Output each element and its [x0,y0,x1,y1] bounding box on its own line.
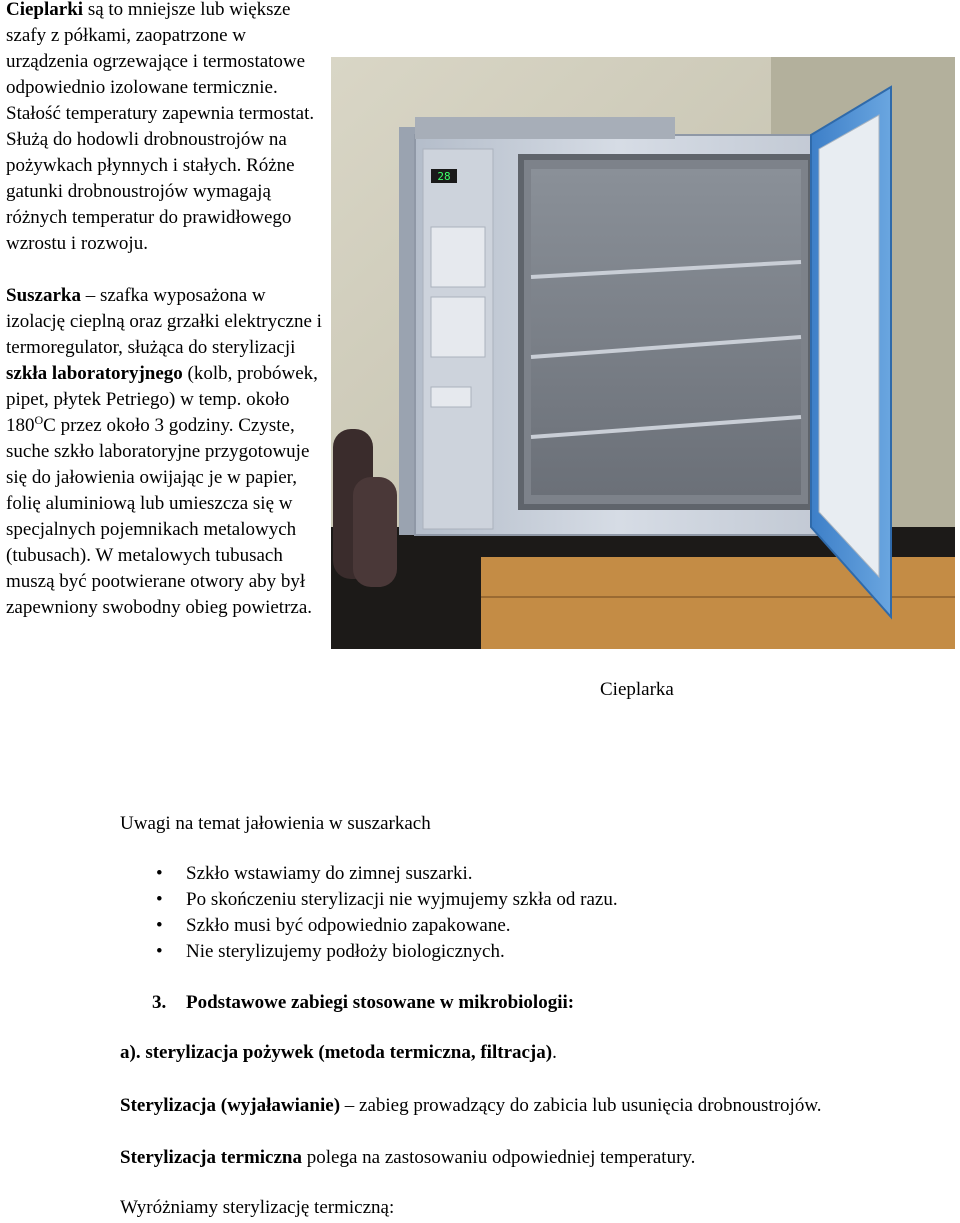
intro-column [6,0,328,621]
closing-line: Wyróżniamy sterylizację termiczną: [120,1197,395,1218]
definition-text: – zabieg prowadzący do zabicia lub usunięcia drobnoustrojów. [340,1095,822,1116]
cabinet-top [415,117,675,139]
degree-superscript: O [34,413,44,427]
suszarka-bold-glass: szkła laboratoryjnego [6,363,183,384]
list-item: • Po skończeniu sterylizacji nie wyjmujemy szkła od razu. [120,887,618,913]
subsection-a-suffix: . [552,1042,557,1063]
incubator-illustration [331,57,955,649]
definition-term: Sterylizacja (wyjaławianie) [120,1095,341,1116]
subsection-a-text: a). sterylizacja pożywek (metoda termiczna, filtracja) [120,1042,553,1063]
notes-title: Uwagi na temat jałowienia w suszarkach [120,813,431,834]
interior-back [531,169,801,495]
suszarka-text-3: C przez około 3 godziny. Czyste, suche szkło laboratoryjne przygotowuje się do jałowienia owijając je w papier, folię aluminiową lub umieszcza się w specjalnych pojemnikach metalowych (tubusach). W metalowych tubusach muszą być pootwierane otwory aby był zapewniony swobodny obieg powietrza. [6,415,313,618]
photo-caption: Cieplarka [600,679,674,700]
suszarka-text-2: (kolb, probówek, pipet, płytek Petriego) w temp. około 180 [6,363,318,436]
subsection-a [120,1040,557,1066]
cieplarki-term: Cieplarki [6,0,84,20]
cieplarki-text: są to mniejsze lub większe szafy z półkami, zaopatrzone w urządzenia ogrzewające i termostatowe odpowiednio izolowane termicznie. Stałość temperatury zapewnia termostat. Służą do hodowli drobnoustrojów na pożywkach płynnych i stałych. Różne gatunki drobnoustrojów wymagają różnych temperatur do prawidłowego wzrostu i rozwoju. [6,0,315,254]
panel-label [431,227,485,287]
door-inner-panel [819,115,879,577]
definition-sterylizacja [120,1093,822,1119]
panel-switch [431,387,471,407]
list-item: • Szkło musi być odpowiednio zapakowane. [120,913,618,939]
suszarka-paragraph [6,283,328,621]
list-item: • Nie sterylizujemy podłoży biologicznych. [120,939,618,965]
definition-sterylizacja-termiczna [120,1145,695,1171]
suszarka-text-1: – szafka wyposażona w izolację cieplną oraz grzałki elektryczne i termoregulator, służąca do sterylizacji [6,285,322,358]
temperature-readout: 28 [437,170,451,183]
definition-text: polega na zastosowaniu odpowiedniej temperatury. [302,1147,696,1168]
cieplarki-paragraph [6,0,328,257]
section-heading [152,990,574,1016]
notes-list [120,861,618,965]
panel-label-2 [431,297,485,357]
list-item: • Szkło wstawiamy do zimnej suszarki. [120,861,618,887]
definition-term: Sterylizacja termiczna [120,1147,302,1168]
section-number: 3. [152,992,167,1013]
suszarka-term: Suszarka [6,285,81,306]
incubator-photo [331,57,955,649]
section-title: Podstawowe zabiegi stosowane w mikrobiologii: [186,992,575,1013]
